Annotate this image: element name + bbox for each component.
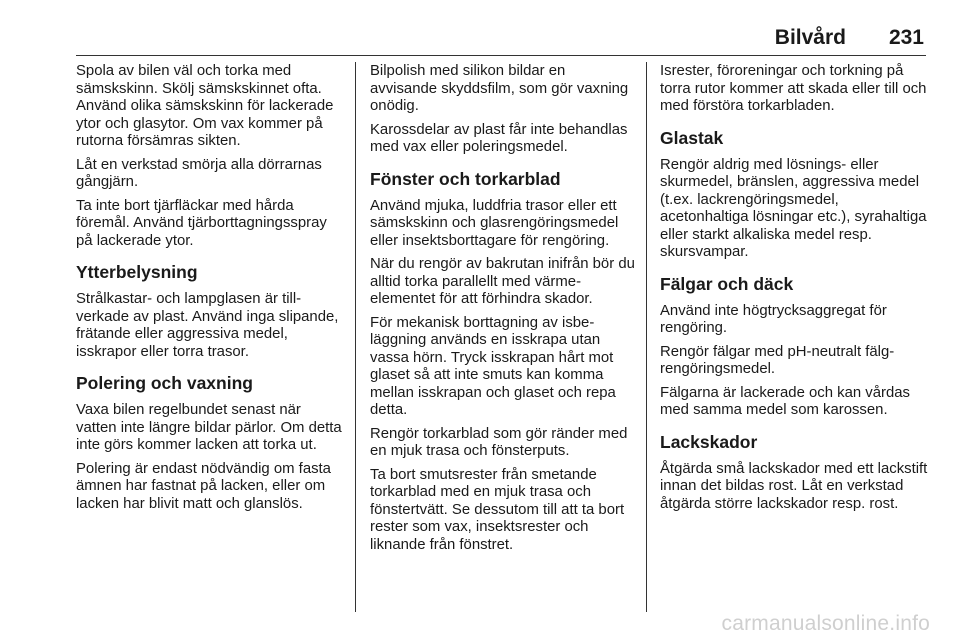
page-header bbox=[0, 0, 960, 52]
column-2 bbox=[370, 63, 636, 560]
paragraph: Rengör torkarblad som gör ränder med en mjuk trasa och fönsterputs. bbox=[370, 425, 628, 459]
column-1 bbox=[76, 63, 342, 519]
column-divider-1 bbox=[355, 62, 356, 612]
paragraph: Låt en verkstad smörja alla dörrarnas gångjärn. bbox=[76, 156, 322, 190]
paragraph: Karossdelar av plast får inte behandlas med vax eller poleringsmedel. bbox=[370, 121, 628, 155]
paragraph: Fälgarna är lackerade och kan vårdas med samma medel som karossen. bbox=[660, 384, 910, 418]
section-heading-polering: Polering och vaxning bbox=[76, 373, 253, 393]
paragraph: Rengör aldrig med lösnings- eller skurmedel, bränslen, aggressiva medel (t.ex. lackrengöringsmedel, acetonhaltiga lösningar etc.), syrahaltiga eller starkt alkaliska medel resp. skursvampar. bbox=[660, 156, 927, 260]
column-3 bbox=[660, 63, 928, 519]
paragraph: Använd mjuka, luddfria trasor eller ett sämskskinn och glasrengöringsmedel eller insektsborttagare för rengöring. bbox=[370, 197, 619, 249]
paragraph: Ta bort smutsrester från smetande torkarblad med en mjuk trasa och fönstertvätt. Se dessutom till att ta bort rester som vax, insektsrester och liknande från fönstret. bbox=[370, 466, 625, 553]
paragraph: Åtgärda små lackskador med ett lackstift innan det bildas rost. Låt en verkstad åtgärda större lackskador resp. rost. bbox=[660, 460, 928, 512]
section-heading-ytterbelysning: Ytterbelysning bbox=[76, 262, 198, 282]
header-rule bbox=[76, 55, 926, 56]
section-heading-fonster: Fönster och torkarblad bbox=[370, 168, 561, 189]
paragraph: Rengör fälgar med pH-neutralt fälgrengöringsmedel. bbox=[660, 343, 895, 377]
section-heading-lackskador: Lackskador bbox=[660, 431, 758, 452]
section-heading-glastak: Glastak bbox=[660, 127, 724, 148]
page-number: 231 bbox=[888, 26, 924, 49]
paragraph: För mekanisk borttagning av isbeläggning används en isskrapa utan vassa hörn. Tryck isskrapan hårt mot glaset så att inte smuts kan komma mellan isskrapan och glaset och repa detta. bbox=[370, 314, 616, 418]
page-title: Bilvård bbox=[774, 26, 846, 49]
paragraph: Spola av bilen väl och torka med sämskskinn. Skölj sämskskinnet ofta. Använd olika sämskskinn för lackerade ytor och glasytor. Om vax kommer på rutorna försämras sikten. bbox=[76, 63, 334, 149]
paragraph: När du rengör av bakrutan inifrån bör du alltid torka parallellt med värmeelementet för att förhindra skador. bbox=[370, 256, 635, 307]
paragraph: Använd inte högtrycksaggregat för rengöring. bbox=[660, 302, 887, 336]
paragraph: Ta inte bort tjärfläckar med hårda föremål. Använd tjärborttagningsspray på lackerade ytor. bbox=[76, 197, 327, 249]
section-heading-falgar: Fälgar och däck bbox=[660, 273, 794, 294]
paragraph: Bilpolish med silikon bildar en avvisande skyddsfilm, som gör vaxning onödig. bbox=[370, 63, 629, 114]
paragraph: Isrester, föroreningar och torkning på torra rutor kommer att skada eller till och med förstöra torkarbladen. bbox=[660, 63, 927, 114]
column-divider-2 bbox=[646, 62, 647, 612]
paragraph: Vaxa bilen regelbundet senast när vatten inte längre bildar pärlor. Om detta inte görs kommer lacken att torka ut. bbox=[76, 402, 342, 453]
watermark-text: carmanualsonline.info bbox=[721, 612, 930, 635]
paragraph: Strålkastar- och lampglasen är tillverkade av plast. Använd inga slipande, frätande eller aggressiva medel, isskrapor eller torra trasor. bbox=[76, 291, 339, 360]
paragraph: Polering är endast nödvändig om fasta ämnen har fastnat på lacken, eller om lacken har blivit matt och glanslös. bbox=[76, 460, 331, 512]
